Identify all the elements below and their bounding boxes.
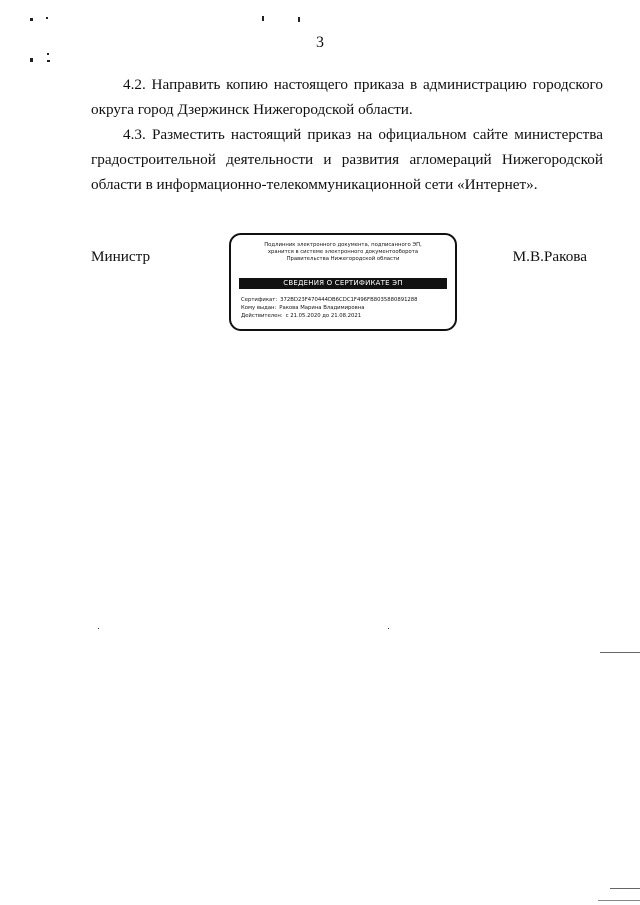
electronic-signature-stamp	[229, 233, 457, 331]
scan-edge	[610, 888, 640, 889]
scan-speck	[262, 16, 264, 21]
stamp-intro	[237, 242, 449, 263]
scan-speck	[388, 628, 389, 629]
signer-name: М.В.Ракова	[512, 248, 587, 265]
valid-value: с 21.05.2020 до 21.08.2021	[285, 313, 362, 319]
issued-to-label: Кому выдан:	[241, 305, 277, 311]
issued-to-row	[241, 304, 418, 312]
paragraph-line: округа город Дзержинск Нижегородской области.	[91, 101, 413, 118]
paragraph-4-2	[91, 72, 603, 122]
valid-label: Действителен:	[241, 313, 283, 319]
stamp-intro-line: Подлинник электронного документа, подписанного ЭП,	[264, 242, 422, 248]
scan-speck	[30, 58, 33, 62]
scan-edge	[598, 900, 640, 901]
paragraph-line: 4.3. Разместить настоящий приказ на официальном сайте министерства	[123, 126, 603, 143]
certificate-row	[241, 296, 418, 304]
scan-edge	[600, 652, 640, 653]
valid-row	[241, 312, 418, 320]
scan-speck	[298, 17, 300, 22]
paragraph-4-3	[91, 122, 603, 197]
scan-speck	[47, 53, 49, 55]
certificate-value: 372BD23F470444DB6CDC1F496FB8035880891288	[280, 297, 418, 303]
page-number: 3	[316, 34, 324, 51]
stamp-intro-line: Правительства Нижегородской области	[286, 256, 400, 262]
signer-title: Министр	[91, 248, 151, 265]
paragraph-line: 4.2. Направить копию настоящего приказа в администрацию городского	[123, 76, 603, 93]
scan-speck	[98, 628, 99, 629]
certificate-label: Сертификат:	[241, 297, 278, 303]
scan-speck	[30, 18, 33, 21]
stamp-intro-line: хранится в системе электронного документооборота	[267, 249, 419, 255]
paragraph-line: области в информационно-телекоммуникационной сети «Интернет».	[91, 176, 538, 193]
scan-speck	[46, 17, 48, 19]
paragraph-line: градостроительной деятельности и развития агломераций Нижегородской	[91, 151, 603, 168]
stamp-certificate-info	[241, 296, 418, 320]
stamp-banner: СВЕДЕНИЯ О СЕРТИФИКАТЕ ЭП	[239, 278, 447, 289]
scan-speck	[47, 60, 50, 62]
issued-to-value: Ракова Марина Владимировна	[279, 305, 365, 311]
